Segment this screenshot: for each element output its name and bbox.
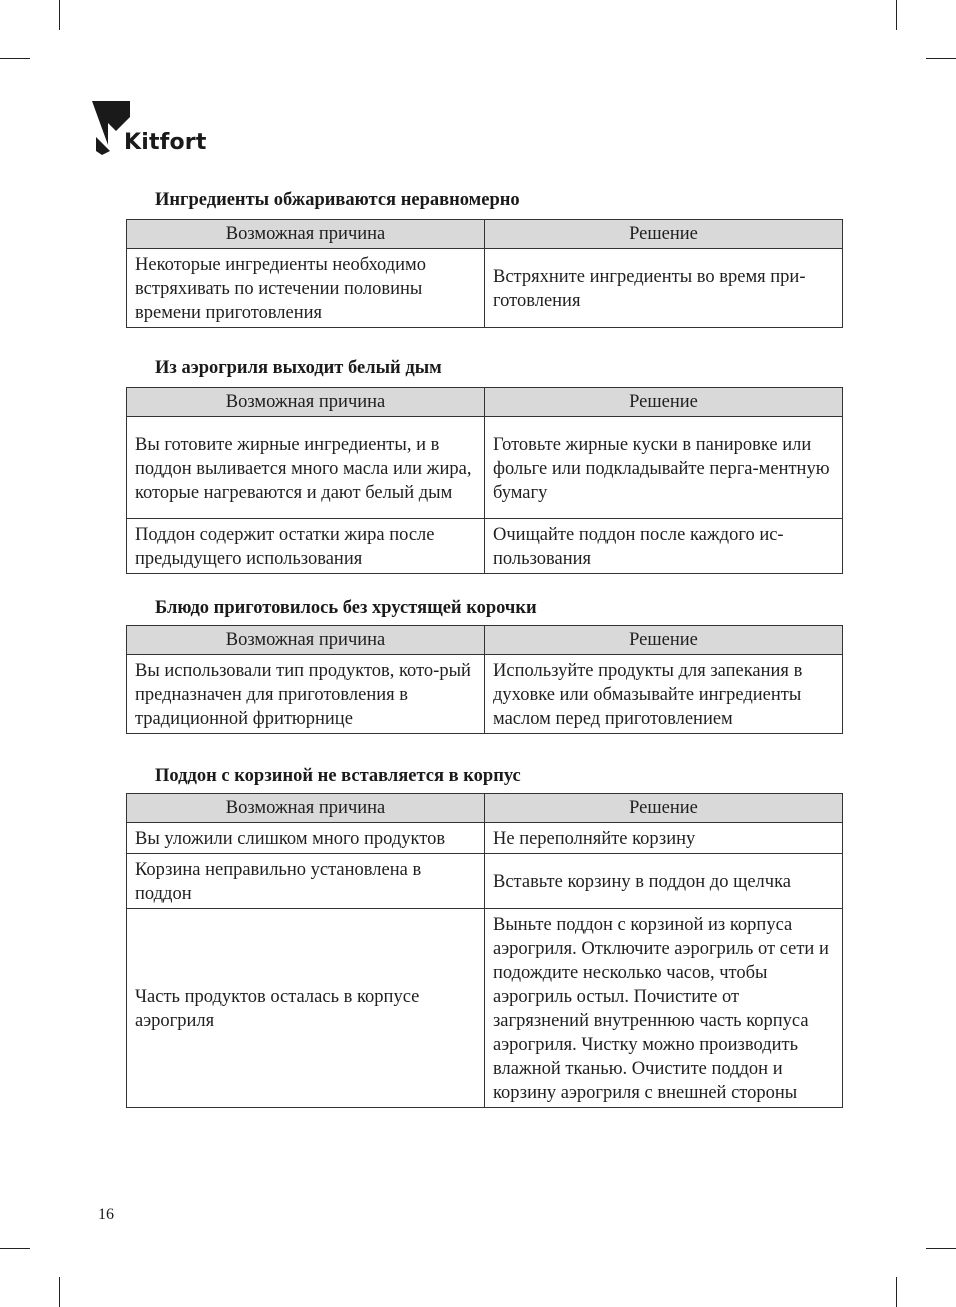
section-title: Ингредиенты обжариваются неравномерно	[155, 190, 520, 210]
solution-cell: Встряхните ингредиенты во время при-готовления	[485, 249, 843, 328]
cause-cell: Вы использовали тип продуктов, кото-рый предназначен для приготовления в традиционной фритюрнице	[127, 655, 485, 734]
troubleshooting-table	[126, 387, 843, 574]
table-row	[127, 417, 843, 519]
troubleshooting-table	[126, 219, 843, 328]
brand-name: Kitfort	[124, 130, 207, 155]
crop-mark	[0, 1248, 30, 1249]
crop-mark	[896, 0, 897, 30]
cause-cell: Вы уложили слишком много продуктов	[127, 823, 485, 854]
section-title: Поддон с корзиной не вставляется в корпус	[155, 766, 521, 786]
column-header-cause: Возможная причина	[127, 220, 485, 249]
table-row	[127, 909, 843, 1108]
crop-mark	[59, 0, 60, 30]
column-header-cause: Возможная причина	[127, 626, 485, 655]
troubleshooting-table	[126, 793, 843, 1108]
cause-cell: Вы готовите жирные ингредиенты, и в поддон выливается много масла или жира, которые нагреваются и дают белый дым	[127, 417, 485, 519]
solution-cell: Вставьте корзину в поддон до щелчка	[485, 854, 843, 909]
column-header-cause: Возможная причина	[127, 794, 485, 823]
cause-cell: Корзина неправильно установлена в поддон	[127, 854, 485, 909]
column-header-cause: Возможная причина	[127, 388, 485, 417]
solution-cell: Выньте поддон с корзиной из корпуса аэрогриля. Отключите аэрогриль от сети и подождите несколько часов, чтобы аэрогриль остыл. Почистите от загрязнений внутреннюю часть корпуса аэрогриля. Чистку можно производить влажной тканью. Очистите поддон и корзину аэрогриля с внешней стороны	[485, 909, 843, 1108]
cause-cell: Поддон содержит остатки жира после предыдущего использования	[127, 519, 485, 574]
page-number: 16	[98, 1206, 114, 1223]
crop-mark	[59, 1277, 60, 1307]
table-row	[127, 655, 843, 734]
cause-cell: Часть продуктов осталась в корпусе аэрогриля	[127, 909, 485, 1108]
crop-mark	[926, 1248, 956, 1249]
column-header-solution: Решение	[485, 220, 843, 249]
crop-mark	[0, 58, 30, 59]
table-row	[127, 519, 843, 574]
column-header-solution: Решение	[485, 388, 843, 417]
solution-cell: Используйте продукты для запекания в духовке или обмазывайте ингредиенты маслом перед приготовлением	[485, 655, 843, 734]
crop-mark	[926, 58, 956, 59]
solution-cell: Готовьте жирные куски в панировке или фольге или подкладывайте перга-ментную бумагу	[485, 417, 843, 519]
table-row	[127, 249, 843, 328]
table-row	[127, 854, 843, 909]
table-row	[127, 823, 843, 854]
troubleshooting-table	[126, 625, 843, 734]
crop-mark	[896, 1277, 897, 1307]
column-header-solution: Решение	[485, 794, 843, 823]
section-title: Блюдо приготовилось без хрустящей корочки	[155, 598, 537, 618]
solution-cell: Не переполняйте корзину	[485, 823, 843, 854]
column-header-solution: Решение	[485, 626, 843, 655]
solution-cell: Очищайте поддон после каждого ис-пользования	[485, 519, 843, 574]
section-title: Из аэрогриля выходит белый дым	[155, 358, 442, 378]
cause-cell: Некоторые ингредиенты необходимо встряхивать по истечении половины времени приготовления	[127, 249, 485, 328]
